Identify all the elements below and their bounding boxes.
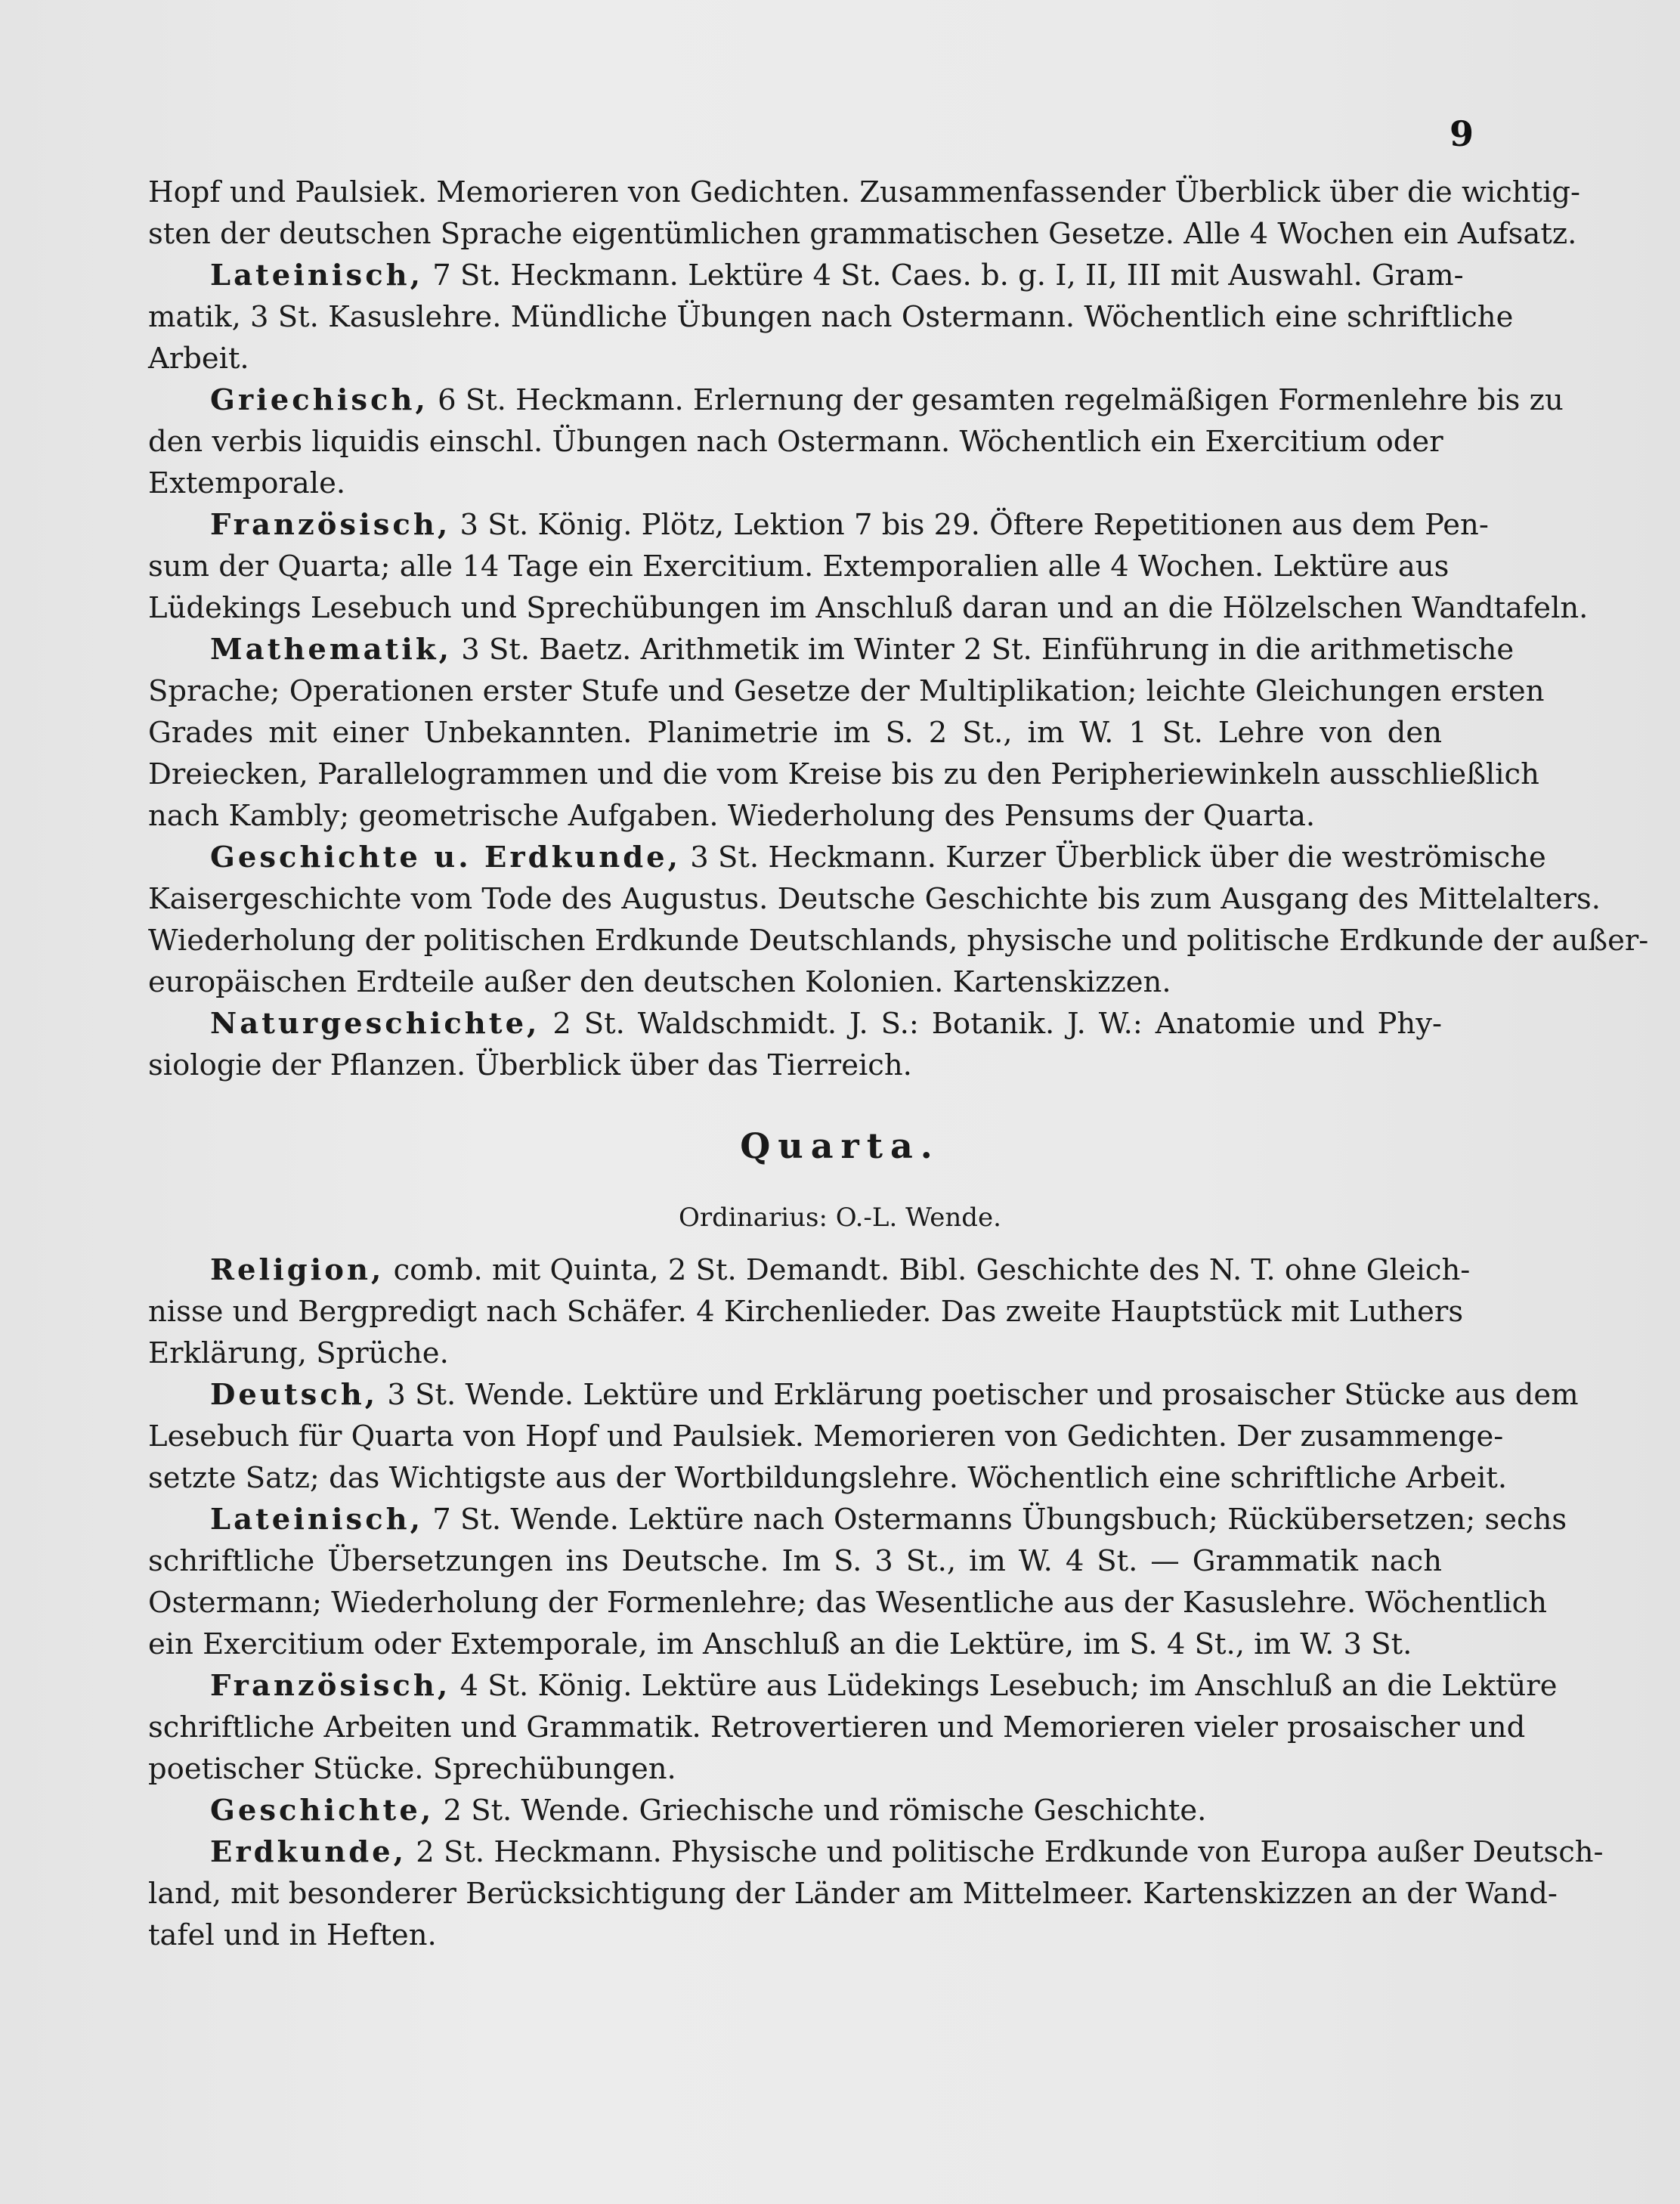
line-text: 7 St. Wende. Lektüre nach Ostermanns Übungsbuch; Rückübersetzen; sechs (423, 1503, 1567, 1537)
line-text: 3 St. Baetz. Arithmetik im Winter 2 St. Einführung in die arithmetische (452, 633, 1514, 667)
line-text: comb. mit Quinta, 2 St. Demandt. Bibl. Geschichte des N. T. ohne Gleich- (384, 1253, 1471, 1287)
text-line (148, 1665, 1558, 1707)
subject-name: Lateinisch, (210, 1503, 424, 1537)
line-text: tafel und in Heften. (148, 1918, 437, 1952)
text-line (148, 255, 1464, 296)
text-line (148, 878, 1601, 920)
line-text: poetischer Stücke. Sprechübungen. (148, 1752, 676, 1786)
text-line (148, 961, 1442, 1003)
subject-name: Griechisch, (210, 383, 429, 417)
line-text: 6 St. Heckmann. Erlernung der gesamten regelmäßigen Formenlehre bis zu (428, 383, 1564, 417)
text-line (148, 338, 1442, 379)
subject-name: Französisch, (210, 508, 451, 542)
line-text: nach Kambly; geometrische Aufgaben. Wiederholung des Pensums der Quarta. (148, 799, 1316, 833)
line-text: siologie der Pflanzen. Überblick über das Tierreich. (148, 1048, 912, 1082)
line-text: 7 St. Heckmann. Lektüre 4 St. Caes. b. g. I, II, III mit Auswahl. Gram- (423, 258, 1464, 293)
subject-name: Französisch, (210, 1669, 451, 1703)
text-line (148, 504, 1489, 546)
line-text: Sprache; Operationen erster Stufe und Gesetze der Multiplikation; leichte Gleichungen ersten (148, 674, 1545, 708)
subject-name: Geschichte u. Erdkunde, (210, 840, 682, 874)
text-line (148, 1540, 1442, 1582)
text-line (148, 1003, 1442, 1045)
text-line (148, 1291, 1464, 1333)
line-text: Ostermann; Wiederholung der Formenlehre; das Wesentliche aus der Kasuslehre. Wöchentlich (148, 1586, 1548, 1620)
text-line (148, 754, 1539, 795)
text-line (148, 1416, 1504, 1457)
line-text: Lesebuch für Quarta von Hopf und Paulsiek. Memorieren von Gedichten. Der zusammenge- (148, 1419, 1504, 1453)
text-line (148, 795, 1442, 837)
line-text: sum der Quarta; alle 14 Tage ein Exercitium. Extemporalien alle 4 Wochen. Lektüre aus (148, 549, 1450, 584)
text-line (148, 1873, 1558, 1915)
text-line (148, 629, 1514, 670)
subject-name: Religion, (210, 1253, 385, 1287)
text-line (148, 463, 1442, 504)
line-text: 3 St. Heckmann. Kurzer Überblick über die weströmische (681, 840, 1546, 874)
line-text: europäischen Erdteile außer den deutschen Kolonien. Kartenskizzen. (148, 965, 1171, 999)
line-text: setzte Satz; das Wichtigste aus der Wortbildungslehre. Wöchentlich eine schriftliche Arbeit. (148, 1461, 1508, 1495)
section-heading-quarta: Quarta. (740, 1125, 940, 1166)
subject-name: Naturgeschichte, (210, 1007, 540, 1041)
text-line (148, 1582, 1548, 1624)
text-line (148, 920, 1649, 961)
line-text: Hopf und Paulsiek. Memorieren von Gedichten. Zusammenfassender Überblick über die wichtig- (148, 175, 1581, 209)
text-line (148, 1915, 1442, 1956)
text-line (148, 172, 1581, 213)
text-line (148, 1374, 1579, 1416)
text-line (148, 587, 1589, 629)
text-line (148, 1457, 1508, 1499)
text-line (148, 546, 1450, 587)
line-text: Lüdekings Lesebuch und Sprechübungen im Anschluß daran und an die Hölzelschen Wandtafeln. (148, 591, 1589, 625)
subject-name: Deutsch, (210, 1378, 379, 1412)
text-line (148, 1707, 1526, 1748)
page-number: 9 (1450, 113, 1474, 154)
line-text: Wiederholung der politischen Erdkunde Deutschlands, physische und politische Erdkunde der außer- (148, 924, 1649, 958)
line-text: Kaisergeschichte vom Tode des Augustus. Deutsche Geschichte bis zum Ausgang des Mittelalters. (148, 882, 1601, 916)
text-line (148, 1499, 1567, 1540)
text-line (148, 296, 1514, 338)
subject-name: Erdkunde, (210, 1835, 407, 1869)
section-quarta (148, 1249, 1604, 1956)
line-text: Dreiecken, Parallelogrammen und die vom Kreise bis zu den Peripheriewinkeln ausschließlich (148, 757, 1539, 791)
line-text: 2 St. Wende. Griechische und römische Geschichte. (434, 1794, 1207, 1828)
line-text: land, mit besonderer Berücksichtigung der Länder am Mittelmeer. Kartenskizzen an der Wand- (148, 1877, 1558, 1911)
section-previous-class (148, 172, 1649, 1086)
line-text: 3 St. König. Plötz, Lektion 7 bis 29. Öftere Repetitionen aus dem Pen- (450, 508, 1489, 542)
text-line (148, 1045, 1442, 1086)
text-line (148, 1249, 1471, 1291)
line-text: Grades mit einer Unbekannten. Planimetrie im S. 2 St., im W. 1 St. Lehre von den (148, 716, 1442, 750)
line-text: den verbis liquidis einschl. Übungen nach Ostermann. Wöchentlich ein Exercitium oder (148, 425, 1443, 459)
line-text: 3 St. Wende. Lektüre und Erklärung poetischer und prosaischer Stücke aus dem (378, 1378, 1579, 1412)
line-text: ein Exercitium oder Extemporale, im Anschluß an die Lektüre, im S. 4 St., im W. 3 St. (148, 1627, 1412, 1661)
line-text: Extemporale. (148, 466, 346, 500)
text-line (148, 712, 1442, 754)
subject-name: Mathematik, (210, 633, 453, 667)
line-text: Arbeit. (148, 342, 249, 376)
line-text: matik, 3 St. Kasuslehre. Mündliche Übungen nach Ostermann. Wöchentlich eine schriftliche (148, 300, 1514, 334)
text-line (148, 1831, 1604, 1873)
text-line (148, 213, 1577, 255)
line-text: schriftliche Arbeiten und Grammatik. Retrovertieren und Memorieren vieler prosaischer und (148, 1710, 1526, 1744)
subject-name: Geschichte, (210, 1794, 435, 1828)
text-line (148, 670, 1545, 712)
line-text: schriftliche Übersetzungen ins Deutsche. Im S. 3 St., im W. 4 St. — Grammatik nach (148, 1544, 1442, 1578)
ordinarius-line: Ordinarius: O.-L. Wende. (679, 1203, 1001, 1233)
line-text: 2 St. Heckmann. Physische und politische Erdkunde von Europa außer Deutsch- (407, 1835, 1604, 1869)
text-line (148, 1790, 1442, 1831)
text-line (148, 379, 1564, 421)
text-line (148, 1624, 1442, 1665)
line-text: 4 St. König. Lektüre aus Lüdekings Lesebuch; im Anschluß an die Lektüre (450, 1669, 1558, 1703)
line-text: Erklärung, Sprüche. (148, 1336, 449, 1370)
line-text: sten der deutschen Sprache eigentümlichen grammatischen Gesetze. Alle 4 Wochen ein Aufsatz. (148, 217, 1577, 251)
line-text: nisse und Bergpredigt nach Schäfer. 4 Kirchenlieder. Das zweite Hauptstück mit Luthers (148, 1295, 1464, 1329)
line-text: 2 St. Waldschmidt. J. S.: Botanik. J. W.: Anatomie und Phy- (540, 1007, 1442, 1041)
text-line (148, 1748, 1442, 1790)
text-line (148, 421, 1442, 463)
text-line (148, 837, 1546, 878)
subject-name: Lateinisch, (210, 258, 424, 293)
text-line (148, 1333, 1442, 1374)
